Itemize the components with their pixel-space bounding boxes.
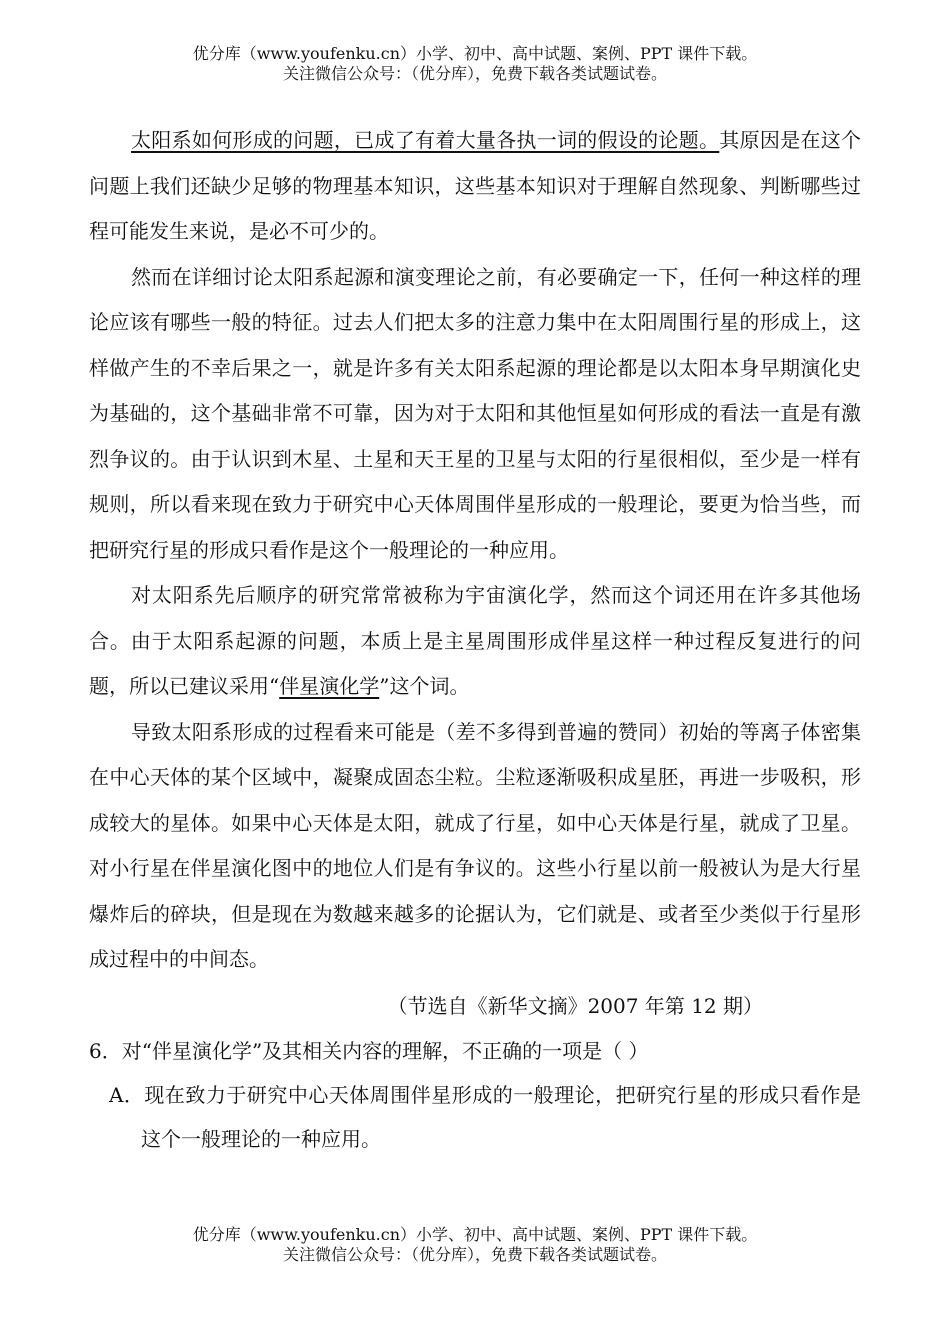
- paragraph-1: [89, 118, 861, 255]
- footer-line-1: 优分库（www.youfenku.cn）小学、初中、高中试题、案例、PPT 课件下载。: [192, 1225, 758, 1244]
- underlined-term: 伴星演化学: [279, 674, 380, 698]
- question-6-option-a: A．现在致力于研究中心天体周围伴星形成的一般理论，把研究行星的形成只看作是这个一般理论的一种应用。: [109, 1082, 861, 1151]
- paragraph-3-before: 对太阳系先后顺序的研究常常被称为宇宙演化学，然而这个词还用在许多其他场合。由于太阳系起源的问题，本质上是主星周围形成伴星这样一种过程反复进行的问题，所以已建议采用“: [89, 583, 861, 698]
- paragraph-1-rest: 其原因是在这个问题上我们还缺少足够的物理基本知识，这些基本知识对于理解自然现象、判断哪些过程可能发生来说，是必不可少的。: [89, 128, 862, 243]
- paragraph-3: [89, 573, 861, 710]
- document-body: [89, 118, 861, 1161]
- header-line-1: 优分库（www.youfenku.cn）小学、初中、高中试题、案例、PPT 课件下载。: [192, 44, 758, 63]
- source-citation: （节选自《新华文摘》2007 年第 12 期）: [387, 993, 763, 1018]
- question-6-stem: 6．对“伴星演化学”及其相关内容的理解，不正确的一项是（ ）: [89, 1038, 649, 1063]
- page-header: [0, 44, 950, 84]
- paragraph-4: 导致太阳系形成的过程看来可能是（差不多得到普遍的赞同）初始的等离子体密集在中心天体的某个区域中，凝聚成固态尘粒。尘粒逐渐吸积成星胚，再进一步吸积，形成较大的星体。如果中心天体是太阳，就成了行星，如中心天体是行星，就成了卫星。对小行星在伴星演化图中的地位人们是有争议的。这些小行星以前一般被认为是大行星爆炸后的碎块，但是现在为数越来越多的论据认为，它们就是、或者至少类似于行星形成过程中的中间态。: [89, 719, 861, 971]
- header-line-2: 关注微信公众号：（优分库），免费下载各类试题试卷。: [282, 64, 667, 83]
- underlined-thesis: 太阳系如何形成的问题，已成了有着大量各执一词的假设的论题。: [131, 128, 720, 152]
- paragraph-2: 然而在详细讨论太阳系起源和演变理论之前，有必要确定一下，任何一种这样的理论应该有哪些一般的特征。过去人们把太多的注意力集中在太阳周围行星的形成上，这样做产生的不幸后果之一，就是许多有关太阳系起源的理论都是以太阳本身早期演化史为基础的，这个基础非常不可靠，因为对于太阳和其他恒星如何形成的看法一直是有激烈争议的。由于认识到木星、土星和天王星的卫星与太阳的行星很相似，至少是一样有规则，所以看来现在致力于研究中心天体周围伴星形成的一般理论，要更为恰当些，而把研究行星的形成只看作是这个一般理论的一种应用。: [89, 264, 861, 562]
- page-footer: [0, 1225, 950, 1265]
- paragraph-3-after: ”这个词。: [379, 674, 470, 698]
- footer-line-2: 关注微信公众号：（优分库），免费下载各类试题试卷。: [282, 1245, 667, 1264]
